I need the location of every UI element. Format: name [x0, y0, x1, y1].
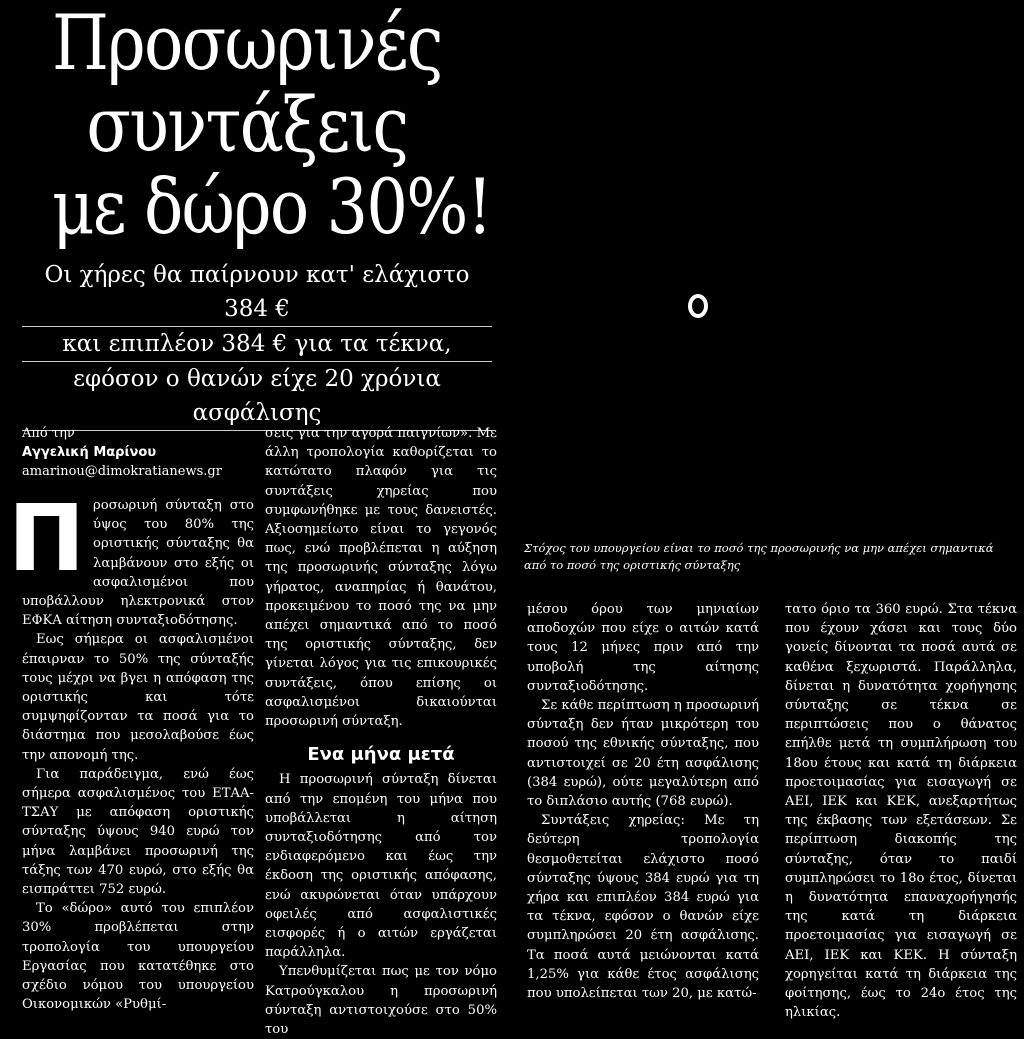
subheadline-line-2: και επιπλέον 384 € για τα τέκνα, [22, 327, 492, 362]
paragraph: σεις για την αγορά παιγνίων». Με άλλη τροπολογία καθορίζεται το κατώτατο πλαφόν για τις συντάξεις χηρείας που συμφωνήθηκε με τους δανειστές. Αξιοσημείωτο είναι το γεγονός πως, ενώ προβλέπεται η αύξηση της προσωρινής σύνταξης λόγω γήρατος, αναπηρίας ή θανάτου, προκειμένου το ποσό της να μην απέχει σημαντικά από το ποσό της οριστικής σύνταξης, δεν γίνεται λόγος για τις επικουρικές συντάξεις, όπου επίσης οι ασφαλισμένοι δικαιούνται προσωρινή σύνταξη. [265, 426, 497, 730]
drop-cap: Π [8, 485, 85, 592]
byline-prefix: Από την [22, 426, 75, 441]
paragraph: Υπενθυμίζεται πως με τον νόμο Κατρούγκαλου η προσωρινή σύνταξη αντιστοιχούσε στο 50% του [265, 964, 497, 1038]
paragraph: Προσωρινή σύνταξη στο ύψος του 80% της οριστικής σύνταξης θα λαμβάνουν στο εξής οι ασφαλισμένοι που υποβάλλουν ηλεκτρονικά στον ΕΦΚΑ αίτηση συνταξιοδότησης. [8, 485, 254, 629]
headline-line-1: Προσωρινές [52, 0, 442, 87]
headline-line-2: συντάξεις [86, 80, 408, 169]
paragraph: Η προσωρινή σύνταξη δίνεται από την επομένη του μήνα που υποβάλλεται η αίτηση συνταξιοδότησης από τον ενδιαφερόμενο και έως την έκδοση της οριστικής απόφασης, ενώ ακυρώνεται όταν υπάρχουν οφειλές από ασφαλιστικές εισφορές ή ο αιτών εργάζεται παράλληλα. [265, 772, 497, 961]
paragraph: Το «δώρο» αυτό του επιπλέον 30% προβλέπεται στην τροπολογία του υπουργείου Εργασίας που κατατέθηκε στο σχέδιο νόμου του υπουργείου Οικονομικών «Ρυθμί- [22, 901, 254, 1013]
subheadline [22, 258, 492, 431]
article-column-4 [785, 600, 1017, 1022]
byline [22, 424, 252, 481]
headline [52, 0, 492, 251]
subheadline-line-3: εφόσον ο θανών είχε 20 χρόνια ασφάλισης [22, 362, 492, 431]
paragraph: Σε κάθε περίπτωση η προσωρινή σύνταξη δεν ήταν μικρότερη του ποσού της εθνικής σύνταξης, που αντιστοιχεί σε 20 έτη ασφάλισης (384 ευρώ), ούτε μεγαλύτερη από το διπλάσιο αυτής (768 ευρώ). [527, 698, 759, 810]
decorative-ring [688, 294, 708, 318]
paragraph: Συντάξεις χηρείας: Με τη δεύτερη τροπολογία θεσμοθετείται ελάχιστο ποσό σύνταξης ύψους 384 ευρώ για τη χήρα και επιπλέον 384 ευρώ για τα τέκνα, εφόσον ο θανών είχε συμπληρώσει 20 έτη ασφάλισης. Τα ποσά αυτά μειώνονται κατά 1,25% για κάθε έτος ασφάλισης που υπολείπεται των 20, με κατώ- [527, 813, 759, 1002]
paragraph: μέσου όρου των μηνιαίων αποδοχών που είχε ο αιτών κατά τους 12 μήνες πριν από την υποβολή της αίτησης συνταξιοδότησης. [527, 602, 759, 694]
paragraph: Εως σήμερα οι ασφαλισμένοι έπαιρναν το 50% της σύνταξής τους μέχρι να βγει η απόφαση της οριστικής και τότε συμψηφίζονταν τα ποσά για το διάστημα που μεσολαβούσε έως την απονομή της. [22, 632, 254, 763]
subheadline-line-1: Οι χήρες θα παίρνουν κατ' ελάχιστο 384 € [22, 258, 492, 327]
article-column-3 [527, 600, 759, 1003]
headline-line-3: με δώρο 30%! [52, 162, 492, 251]
article-column-2 [265, 424, 497, 1039]
section-heading: Ενα μήνα μετά [307, 744, 455, 766]
paragraph: Για παράδειγμα, ενώ έως σήμερα ασφαλισμένος του ΕΤΑΑ-ΤΣΑΥ με απόφαση οριστικής σύνταξης ύψους 940 ευρώ τον μήνα λαμβάνει προσωρινή της τάξης των 470 ευρώ, στο εξής θα εισπράττει 752 ευρώ. [22, 766, 254, 898]
article-column-1 [8, 485, 254, 1014]
author-name: Αγγελική Μαρίνου [22, 445, 157, 460]
author-email[interactable]: amarinou@dimokratianews.gr [22, 464, 222, 479]
image-caption: Στόχος του υπουργείου είναι το ποσό της προσωρινής να μην απέχει σημαντικά από το ποσό της οριστικής σύνταξης [524, 541, 994, 572]
paragraph: τατο όριο τα 360 ευρώ. Στα τέκνα που έχουν χάσει και τους δύο γονείς δίνονται τα ποσά αυτά σε καθένα ξεχωριστά. Παράλληλα, δίνεται η δυνατότητα χορήγησης σύνταξης σε τέκνα σε περιπτώσεις που ο θάνατος επήλθε μετά τη συμπλήρωση του 18ου έτους και κατά τη διάρκεια προετοιμασίας για εισαγωγή σε ΑΕΙ, ΙΕΚ και ΚΕΚ, ανεξαρτήτως της έκβασης των εξετάσεων. Σε περίπτωση διακοπής της σύνταξης, όταν το παιδί συμπληρώσει το 18ο έτος, δίνεται η δυνατότητα επαναχορήγησής της κατά τη διάρκεια προετοιμασίας για εισαγωγή σε ΑΕΙ, ΙΕΚ και ΚΕΚ. Η σύνταξη χορηγείται κατά τη διάρκεια της φοίτησης, έως το 24ο έτος της ηλικίας. [785, 602, 1017, 1021]
